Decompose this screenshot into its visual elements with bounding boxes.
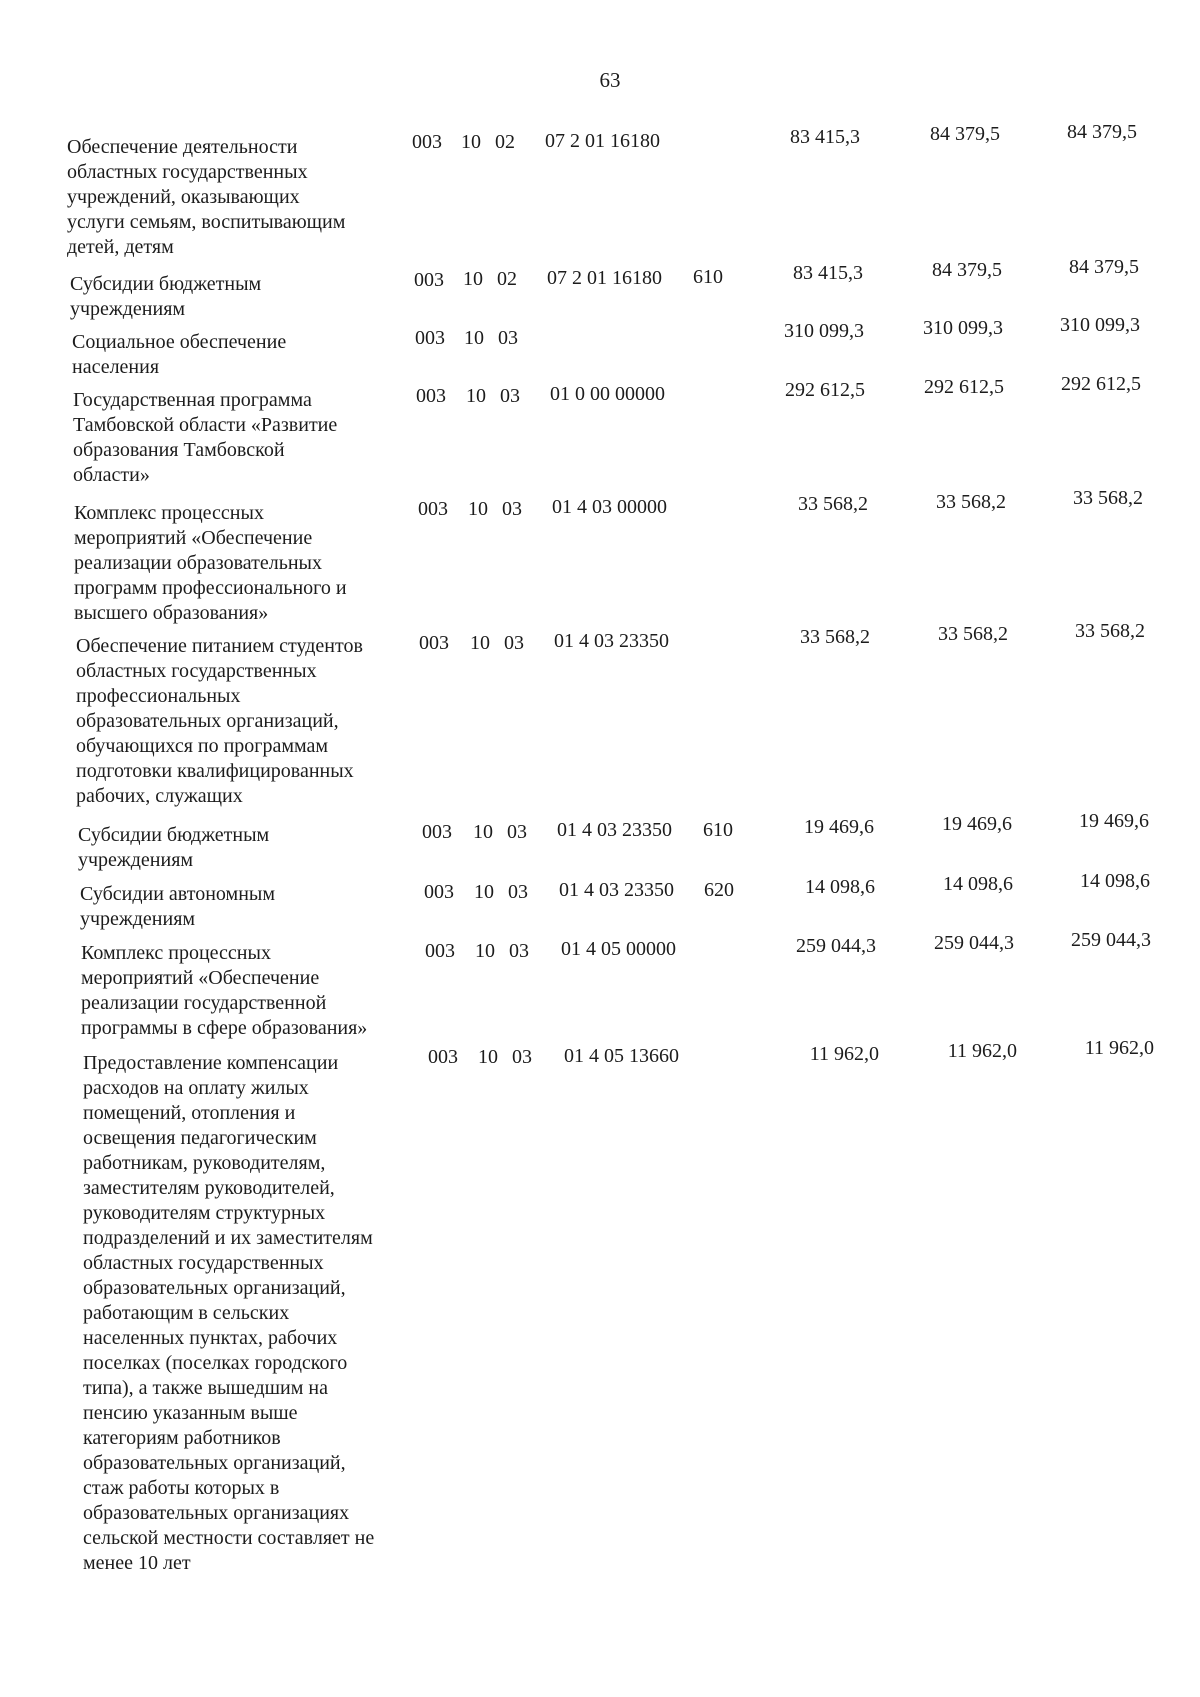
- subsection-code: 02: [495, 131, 515, 153]
- amount-2: 33 568,2: [936, 491, 1006, 513]
- amount-2: 19 469,6: [942, 813, 1012, 835]
- target-article: 01 4 05 13660: [564, 1045, 679, 1067]
- subsection-code: 02: [497, 268, 517, 290]
- amount-3: 310 099,3: [1060, 314, 1140, 336]
- target-article: 01 0 00 00000: [550, 383, 665, 405]
- row-description: Предоставление компенсации расходов на оплату жилых помещений, отопления и освещения педагогическим работникам, руководителям, заместителям руководителей, руководителям структурных подразделений и их заместителям областных государственных образовательных организаций, работающим в сельских населенных пунктах, рабочих поселках (поселках городского типа), а также вышедшим на пенсию указанным выше категориям работников образовательных организаций, стаж работы которых в образовательных организациях сельской местности составляет не менее 10 лет: [83, 1052, 375, 1574]
- amount-2: 14 098,6: [943, 873, 1013, 895]
- ministry-code: 003: [418, 498, 448, 520]
- row-description: Социальное обеспечение населения: [72, 331, 287, 378]
- target-article: 01 4 03 00000: [552, 496, 667, 518]
- amount-1: 14 098,6: [805, 876, 875, 898]
- target-article: 01 4 03 23350: [557, 819, 672, 841]
- table-row: [0, 258, 1200, 318]
- ministry-code: 003: [428, 1046, 458, 1068]
- table-row: [0, 872, 1200, 932]
- amount-2: 259 044,3: [934, 932, 1014, 954]
- amount-3: 11 962,0: [1084, 1037, 1154, 1059]
- table-row: [0, 120, 1200, 260]
- table-row: [0, 620, 1200, 810]
- amount-1: 310 099,3: [784, 320, 864, 342]
- ministry-code: 003: [425, 940, 455, 962]
- ministry-code: 003: [414, 269, 444, 291]
- section-code: 10: [468, 498, 488, 520]
- row-description: Субсидии бюджетным учреждениям: [78, 824, 270, 871]
- amount-1: 83 415,3: [793, 262, 863, 284]
- amount-2: 84 379,5: [932, 259, 1002, 281]
- amount-3: 14 098,6: [1080, 870, 1150, 892]
- subsection-code: 03: [508, 881, 528, 903]
- section-code: 10: [474, 881, 494, 903]
- amount-3: 33 568,2: [1075, 620, 1145, 642]
- amount-1: 33 568,2: [800, 626, 870, 648]
- row-description: Субсидии автономным учреждениям: [80, 883, 275, 930]
- amount-3: 292 612,5: [1061, 373, 1141, 395]
- amount-2: 33 568,2: [938, 623, 1008, 645]
- expense-type: 610: [693, 266, 723, 288]
- row-description: Комплекс процессных мероприятий «Обеспечение реализации образовательных программ профессионального и высшего образования»: [74, 502, 347, 624]
- expense-type: 620: [704, 879, 734, 901]
- amount-2: 292 612,5: [924, 376, 1004, 398]
- ministry-code: 003: [412, 131, 442, 153]
- amount-1: 83 415,3: [790, 126, 860, 148]
- target-article: 07 2 01 16180: [545, 130, 660, 152]
- ministry-code: 003: [422, 821, 452, 843]
- section-code: 10: [475, 940, 495, 962]
- amount-3: 259 044,3: [1071, 929, 1151, 951]
- amount-3: 84 379,5: [1069, 256, 1139, 278]
- section-code: 10: [463, 268, 483, 290]
- table-row: [0, 314, 1200, 378]
- subsection-code: 03: [504, 632, 524, 654]
- target-article: 01 4 05 00000: [561, 938, 676, 960]
- row-description: Субсидии бюджетным учреждениям: [70, 273, 262, 320]
- table-row: [0, 487, 1200, 625]
- ministry-code: 003: [424, 881, 454, 903]
- table-row: [0, 810, 1200, 872]
- amount-1: 292 612,5: [785, 379, 865, 401]
- target-article: 01 4 03 23350: [559, 879, 674, 901]
- amount-1: 259 044,3: [796, 935, 876, 957]
- subsection-code: 03: [509, 940, 529, 962]
- target-article: 07 2 01 16180: [547, 267, 662, 289]
- subsection-code: 03: [512, 1046, 532, 1068]
- row-description: Государственная программа Тамбовской области «Развитие образования Тамбовской области»: [73, 389, 338, 486]
- subsection-code: 03: [498, 327, 518, 349]
- section-code: 10: [466, 385, 486, 407]
- section-code: 10: [473, 821, 493, 843]
- ministry-code: 003: [416, 385, 446, 407]
- table-row: [0, 930, 1200, 1038]
- row-description: Комплекс процессных мероприятий «Обеспечение реализации государственной программы в сфере образования»: [81, 942, 368, 1039]
- section-code: 10: [478, 1046, 498, 1068]
- table-row: [0, 373, 1200, 488]
- subsection-code: 03: [500, 385, 520, 407]
- amount-3: 84 379,5: [1067, 121, 1137, 143]
- amount-1: 11 962,0: [809, 1043, 879, 1065]
- section-code: 10: [470, 632, 490, 654]
- amount-2: 11 962,0: [947, 1040, 1017, 1062]
- page-number: 63: [599, 68, 621, 92]
- amount-2: 310 099,3: [923, 317, 1003, 339]
- amount-3: 33 568,2: [1073, 487, 1143, 509]
- table-row: [0, 1037, 1200, 1580]
- section-code: 10: [464, 327, 484, 349]
- ministry-code: 003: [415, 327, 445, 349]
- subsection-code: 03: [502, 498, 522, 520]
- ministry-code: 003: [419, 632, 449, 654]
- section-code: 10: [461, 131, 481, 153]
- subsection-code: 03: [507, 821, 527, 843]
- expense-type: 610: [703, 819, 733, 841]
- amount-1: 19 469,6: [804, 816, 874, 838]
- target-article: 01 4 03 23350: [554, 630, 669, 652]
- amount-2: 84 379,5: [930, 123, 1000, 145]
- row-description: Обеспечение деятельности областных государственных учреждений, оказывающих услуги семьям, воспитывающим детей, детям: [67, 136, 346, 258]
- row-description: Обеспечение питанием студентов областных государственных профессиональных образовательных организаций, обучающихся по программам подготовки квалифицированных рабочих, служащих: [76, 635, 363, 807]
- amount-3: 19 469,6: [1079, 810, 1149, 832]
- amount-1: 33 568,2: [798, 493, 868, 515]
